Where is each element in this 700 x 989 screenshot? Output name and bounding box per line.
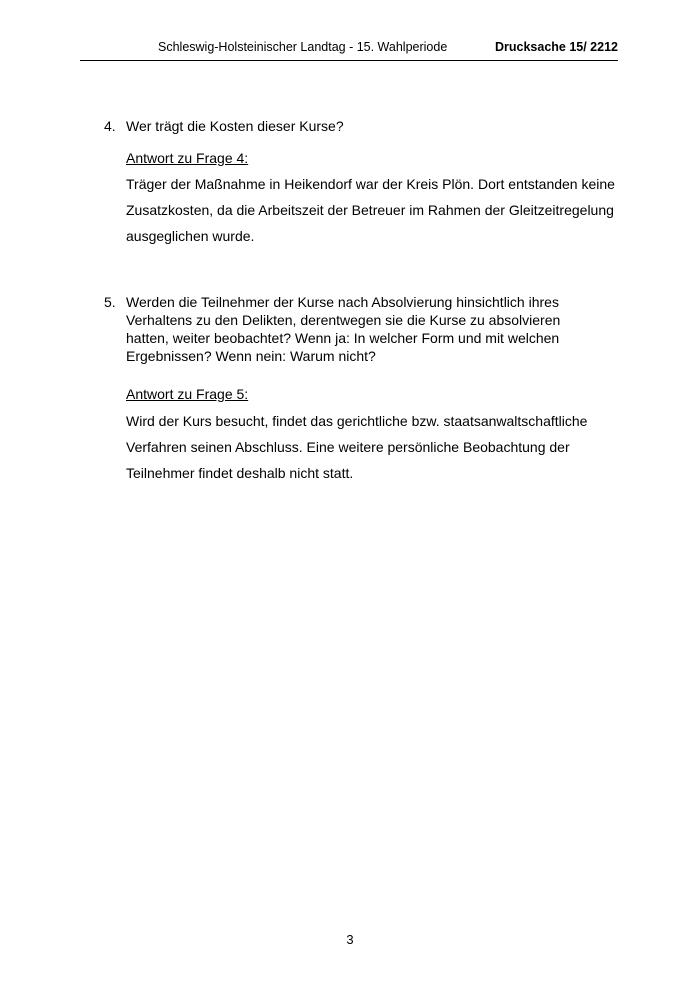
question-text: Werden die Teilnehmer der Kurse nach Absolvierung hinsichtlich ihres Verhaltens zu den Delikten, derentwegen sie die Kurse zu absolvieren hatten, weiter beobachtet? Wenn ja: In welcher Form und mit welchen Ergebnissen? Wenn nein: Warum nicht?	[126, 294, 561, 364]
question-4	[104, 117, 624, 135]
answer-text: Träger der Maßnahme in Heikendorf war der Kreis Plön. Dort entstanden keine Zusatzkosten, da die Arbeitszeit der Betreuer im Rahmen der Gleitzeitregelung ausgeglichen wurde.	[126, 176, 615, 244]
answer-heading: Antwort zu Frage 5:	[126, 386, 249, 402]
question-5	[104, 293, 624, 365]
page-number: 3	[346, 932, 354, 947]
question-text: Wer trägt die Kosten dieser Kurse?	[126, 118, 344, 134]
page-header	[80, 38, 618, 61]
header-doc-ref: Drucksache 15/ 2212	[494, 40, 618, 54]
header-title: Schleswig-Holsteinischer Landtag - 15. Wahlperiode	[158, 40, 448, 54]
answer-text: Wird der Kurs besucht, findet das gerichtliche bzw. staatsanwaltschaftliche Verfahren seinen Abschluss. Eine weitere persönliche Beobachtung der Teilnehmer findet deshalb nicht statt.	[126, 413, 588, 481]
answer-heading: Antwort zu Frage 4:	[126, 150, 249, 166]
question-number: 4.	[104, 118, 116, 134]
question-number: 5.	[104, 294, 116, 310]
